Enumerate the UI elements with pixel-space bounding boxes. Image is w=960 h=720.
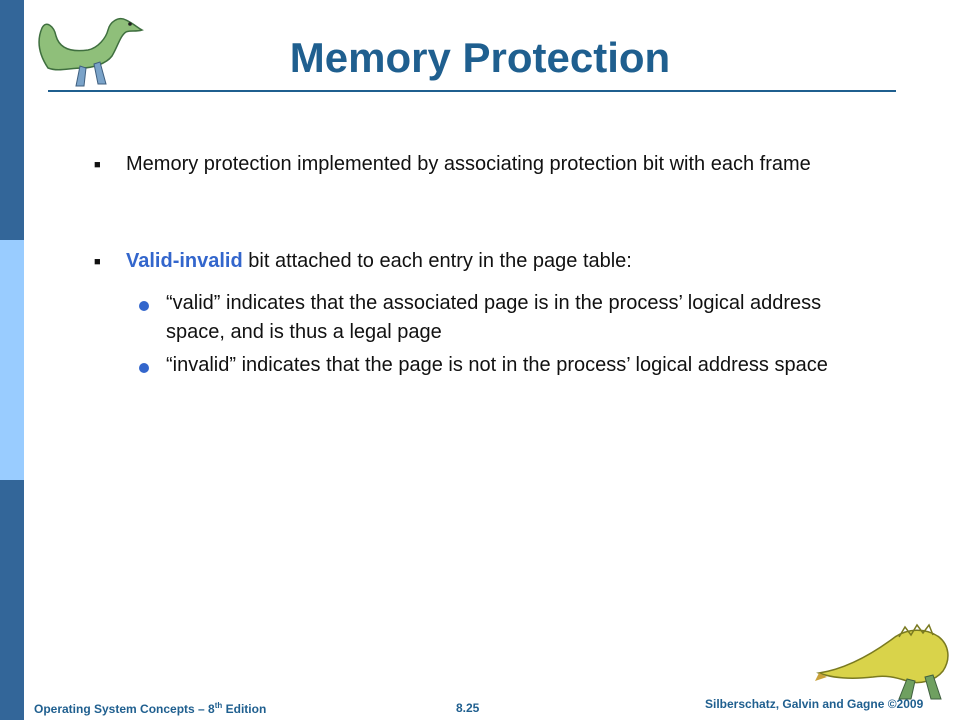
- footer-page-number: 8.25: [456, 701, 480, 715]
- square-bullet-icon: ■: [94, 256, 101, 268]
- footer-book-sup: th: [214, 701, 223, 710]
- sidebar-bottom-segment: [0, 480, 24, 720]
- footer-book-suffix: Edition: [222, 702, 267, 716]
- subbullet-invalid: “invalid” indicates that the page is not in the process’ logical address space: [166, 354, 828, 376]
- title-underline: [48, 90, 896, 92]
- valid-invalid-highlight: Valid-invalid: [126, 250, 243, 272]
- footer-book-prefix: Operating System Concepts – 8: [34, 702, 215, 716]
- bullet-valid-invalid: [126, 247, 826, 276]
- footer-copyright: Silberschatz, Galvin and Gagne ©2009: [705, 697, 924, 711]
- slide-title: Memory Protection: [289, 34, 671, 81]
- bullet-memory-protection: Memory protection implemented by associating protection bit with each frame: [126, 153, 811, 175]
- round-bullet-icon: [139, 363, 149, 373]
- subbullet-valid: “valid” indicates that the associated page is in the process’ logical address space, and is thus a legal page: [166, 292, 822, 343]
- square-bullet-icon: ■: [94, 159, 101, 171]
- dinosaur-logo-icon: [815, 615, 955, 710]
- round-bullet-icon: [139, 301, 149, 311]
- footer-book-title: [34, 701, 266, 716]
- valid-invalid-rest: bit attached to each entry in the page table:: [242, 250, 632, 272]
- sidebar-middle-segment: [0, 240, 24, 480]
